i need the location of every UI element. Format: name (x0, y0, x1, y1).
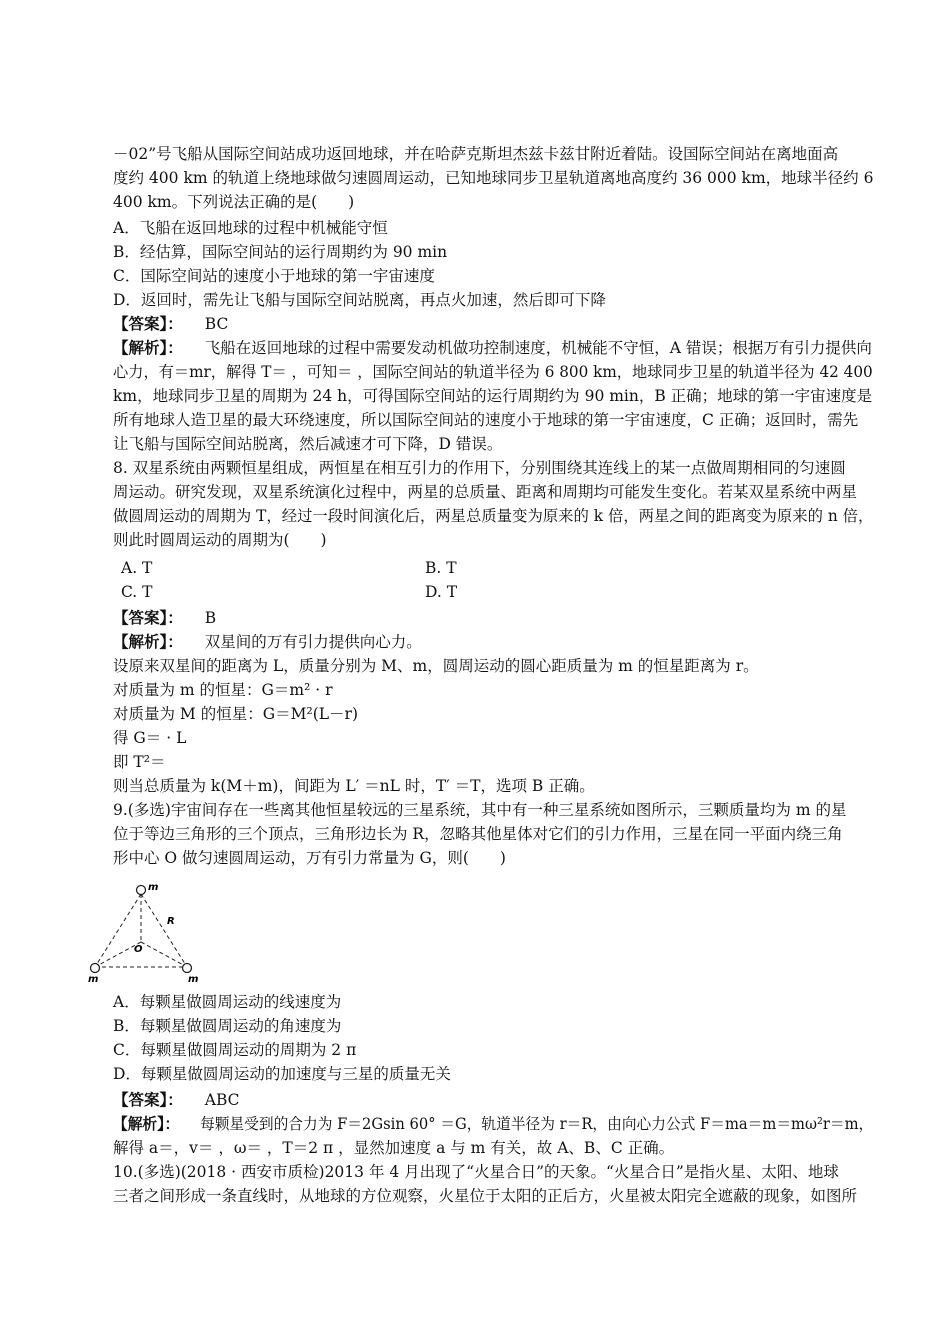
star-bottom-right (183, 964, 192, 973)
q9-stem-line: 位于等边三角形的三个顶点，三角形边长为 R，忽略其他星体对它们的引力作用，三星在同一平面内绕三角 (113, 825, 843, 843)
q8-option-a: A. T (121, 559, 153, 577)
q8-analysis-line: 即 T²＝ (113, 753, 166, 771)
q9-option-b: B．每颗星做圆周运动的角速度为 (113, 1017, 342, 1035)
triangle-side-left (95, 894, 141, 967)
triangle-side-right (141, 894, 187, 967)
q9-answer-row (113, 1088, 240, 1112)
q9-analysis-row (113, 1112, 873, 1136)
q7-stem-line: 度约 400 km 的轨道上绕地球做匀速圆周运动，已知地球同步卫星轨道离地高度约 36 000 km，地球半径约 6 (113, 169, 874, 187)
q9-option-a: A．每颗星做圆周运动的线速度为 (113, 993, 342, 1011)
q8-option-c: C. T (121, 583, 153, 601)
q7-option-b: B．经估算，国际空间站的运行周期约为 90 min (113, 243, 448, 261)
analysis-label: 【解析】： (113, 632, 183, 651)
q8-analysis-line: 对质量为 m 的恒星：G＝m² · r (113, 681, 333, 699)
q10-stem-line: 三者之间形成一条直线时，从地球的方位观察，火星位于太阳的正后方，火星被太阳完全遮蔽的现象，如图所 (113, 1187, 858, 1205)
q8-option-b: B. T (425, 559, 457, 577)
q7-answer-row (113, 312, 228, 336)
q8-analysis-line: 对质量为 M 的恒星：G＝M²(L－r) (113, 705, 358, 723)
answer-value: ABC (204, 1091, 240, 1109)
answer-value: B (204, 609, 217, 627)
analysis-label: 【解析】： (113, 1114, 180, 1133)
q8-stem-line: 周运动。研究发现，双星系统演化过程中，两星的总质量、距离和周期均可能发生变化。若某双星系统中两星 (113, 483, 858, 501)
star-top (137, 886, 146, 895)
answer-label: 【答案】： (113, 1090, 183, 1109)
answer-label: 【答案】： (113, 314, 183, 333)
q7-analysis-line: 让飞船与国际空间站脱离，然后减速才可下降，D 错误。 (113, 435, 503, 453)
analysis-label: 【解析】： (113, 338, 183, 357)
q7-analysis-row (113, 336, 872, 360)
q8-analysis-line: 则当总质量为 k(M＋m)，间距为 L′ ＝nL 时，T′ ＝T，选项 B 正确。 (113, 777, 595, 795)
q7-stem-line: －02”号飞船从国际空间站成功返回地球，并在哈萨克斯坦杰兹卡兹甘附近着陆。设国际空间站在离地面高 (113, 145, 839, 163)
mass-label-right: m (188, 974, 199, 984)
q7-option-d: D．返回时，需先让飞船与国际空间站脱离，再点火加速，然后即可下降 (113, 291, 606, 309)
q10-stem-line: 10.(多选)(2018 · 西安市质检)2013 年 4 月出现了“火星合日”的天象。“火星合日”是指火星、太阳、地球 (113, 1163, 839, 1181)
q7-option-a: A．飞船在返回地球的过程中机械能守恒 (113, 219, 388, 237)
center-label: O (134, 944, 143, 955)
q7-option-c: C．国际空间站的速度小于地球的第一宇宙速度 (113, 267, 435, 285)
answer-label: 【答案】： (113, 608, 183, 627)
mass-label-left: m (88, 974, 99, 984)
star-bottom-left (91, 964, 100, 973)
radius-line-right (141, 942, 187, 967)
q7-stem-line: 400 km。下列说法正确的是( ) (113, 193, 355, 211)
q7-analysis-line: 心力，有＝mr，解得 T＝ ，可知＝ ，国际空间站的轨道半径为 6 800 km，地球同步卫星的轨道半径为 42 400 (113, 363, 873, 381)
three-star-diagram (85, 878, 215, 984)
q8-stem-line: 8. 双星系统由两颗恒星组成，两恒星在相互引力的作用下，分别围绕其连线上的某一点做周期相同的匀速圆 (113, 459, 846, 477)
q8-stem-line: 则此时圆周运动的周期为( ) (113, 531, 327, 549)
q8-analysis-line: 得 G＝ · L (113, 729, 187, 747)
q7-analysis-line: km，地球同步卫星的周期为 24 h，可得国际空间站的运行周期约为 90 min，B 正确；地球的第一宇宙速度是 (113, 387, 873, 405)
q8-stem-line: 做圆周运动的周期为 T，经过一段时间演化后，两星总质量变为原来的 k 倍，两星之间的距离变为原来的 n 倍， (113, 507, 874, 525)
q8-answer-row (113, 606, 216, 630)
q7-analysis-line: 所有地球人造卫星的最大环绕速度，所以国际空间站的速度小于地球的第一宇宙速度，C 正确；返回时，需先 (113, 411, 859, 429)
mass-label-top: m (148, 882, 159, 893)
analysis-text: 飞船在返回地球的过程中需要发动机做功控制速度，机械能不守恒，A 错误；根据万有引力提供向 (204, 339, 872, 357)
q9-stem-line: 9.(多选)宇宙间存在一些离其他恒星较远的三星系统，其中有一种三星系统如图所示，三颗质量均为 m 的星 (113, 801, 847, 819)
analysis-text: 双星间的万有引力提供向心力。 (204, 633, 422, 651)
q9-analysis-line: 解得 a＝，v＝ ，ω＝ ，T＝2 π ，显然加速度 a 与 m 有关，故 A、B、C 正确。 (113, 1139, 675, 1157)
q8-analysis-row (113, 630, 422, 654)
q9-stem-line: 形中心 O 做匀速圆周运动，万有引力常量为 G，则( ) (113, 849, 506, 867)
q9-option-d: D．每颗星做圆周运动的加速度与三星的质量无关 (113, 1065, 451, 1083)
analysis-text: 每颗星受到的合力为 F＝2Gsin 60° ＝G，轨道半径为 r＝R，由向心力公式 F＝ma＝m＝mω²r＝m， (200, 1115, 874, 1133)
side-length-label: R (167, 916, 175, 927)
q9-option-c: C．每颗星做圆周运动的周期为 2 π (113, 1041, 357, 1059)
q8-analysis-line: 设原来双星间的距离为 L，质量分别为 M、m，圆周运动的圆心距质量为 m 的恒星距离为 r。 (113, 657, 759, 675)
q8-option-d: D. T (425, 583, 458, 601)
answer-value: BC (204, 315, 229, 333)
